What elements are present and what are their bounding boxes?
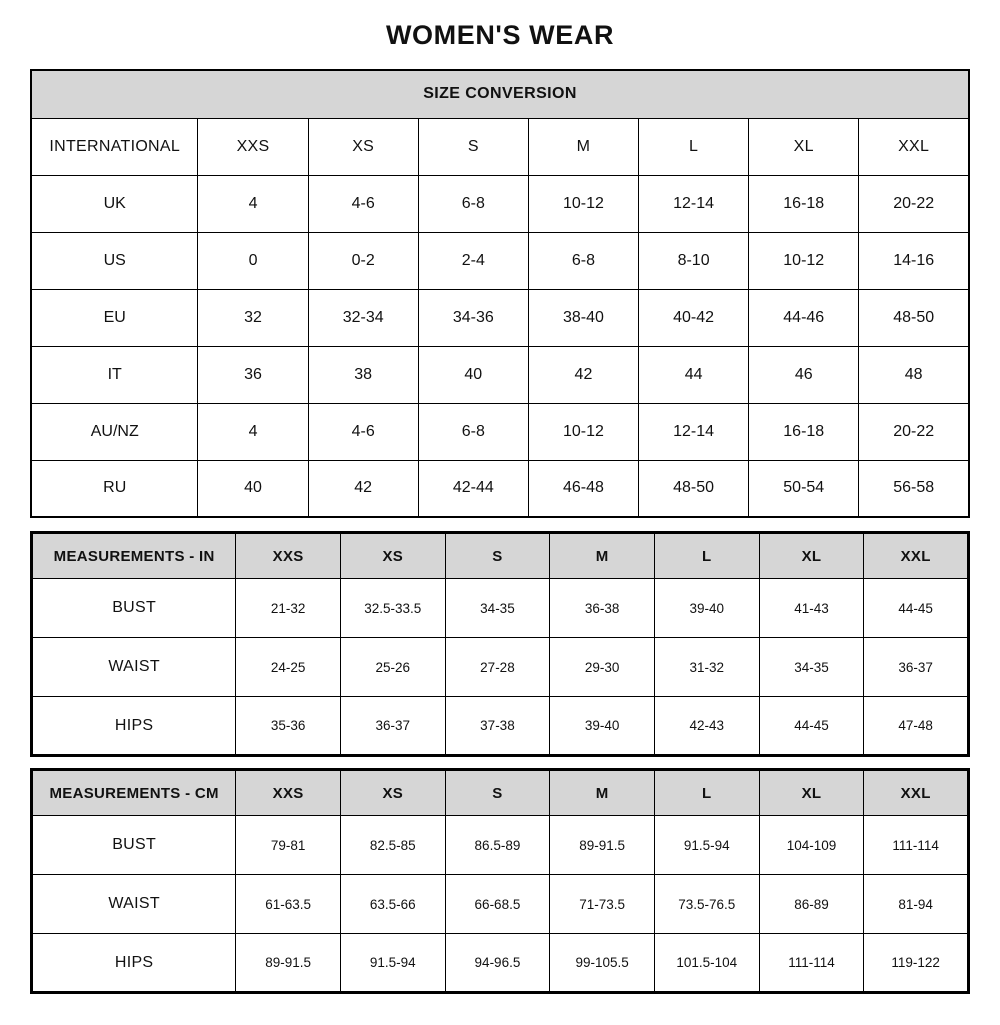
measurement-cell: 35-36 [236, 697, 341, 756]
measurement-cell: 81-94 [864, 875, 969, 934]
measurement-cell: 21-32 [236, 579, 341, 638]
row-label: RU [31, 460, 198, 517]
size-cell: 50-54 [749, 460, 859, 517]
column-header-l: L [654, 770, 759, 816]
measurement-cell: 37-38 [445, 697, 550, 756]
size-cell: 6-8 [528, 232, 638, 289]
measurement-cell: 104-109 [759, 816, 864, 875]
size-cell: 14-16 [859, 232, 969, 289]
table-row-it [31, 346, 969, 403]
measurement-cell: 91.5-94 [340, 934, 445, 993]
size-cell: 12-14 [639, 403, 749, 460]
size-cell: 36 [198, 346, 308, 403]
row-label: HIPS [32, 697, 236, 756]
size-cell: 46 [749, 346, 859, 403]
measurement-cell: 27-28 [445, 638, 550, 697]
measurements-in-table [30, 531, 970, 757]
measurement-cell: 63.5-66 [340, 875, 445, 934]
measurement-cell: 36-38 [550, 579, 655, 638]
measurement-cell: 73.5-76.5 [654, 875, 759, 934]
measurement-cell: 34-35 [445, 579, 550, 638]
measurement-cell: 47-48 [864, 697, 969, 756]
column-header-m: M [528, 118, 638, 175]
table-row-waist-in [32, 638, 969, 697]
measurement-cell: 61-63.5 [236, 875, 341, 934]
measurements-cm-header-row [32, 770, 969, 816]
size-cell: 46-48 [528, 460, 638, 517]
measurements-cm-table [30, 768, 970, 994]
column-header-xs: XS [340, 770, 445, 816]
column-header-s: S [418, 118, 528, 175]
column-header-m: M [550, 533, 655, 579]
table-row-hips-in [32, 697, 969, 756]
column-header-s: S [445, 533, 550, 579]
size-cell: 4 [198, 175, 308, 232]
table-row-uk [31, 175, 969, 232]
size-cell: 16-18 [749, 403, 859, 460]
row-label: BUST [32, 579, 236, 638]
measurement-cell: 111-114 [759, 934, 864, 993]
measurement-cell: 71-73.5 [550, 875, 655, 934]
row-label: WAIST [32, 875, 236, 934]
size-cell: 48-50 [859, 289, 969, 346]
measurement-cell: 39-40 [654, 579, 759, 638]
measurement-cell: 29-30 [550, 638, 655, 697]
size-cell: 4-6 [308, 403, 418, 460]
measurement-cell: 24-25 [236, 638, 341, 697]
table-row-us [31, 232, 969, 289]
measurement-cell: 91.5-94 [654, 816, 759, 875]
measurement-cell: 86-89 [759, 875, 864, 934]
measurement-cell: 89-91.5 [550, 816, 655, 875]
size-cell: 48-50 [639, 460, 749, 517]
size-cell: 44 [639, 346, 749, 403]
measurement-cell: 119-122 [864, 934, 969, 993]
size-cell: 12-14 [639, 175, 749, 232]
measurement-cell: 44-45 [759, 697, 864, 756]
size-conversion-header-row [31, 118, 969, 175]
measurement-cell: 39-40 [550, 697, 655, 756]
row-label: EU [31, 289, 198, 346]
measurement-cell: 44-45 [864, 579, 969, 638]
column-header-xxl: XXL [859, 118, 969, 175]
size-cell: 20-22 [859, 403, 969, 460]
measurement-cell: 99-105.5 [550, 934, 655, 993]
measurement-cell: 86.5-89 [445, 816, 550, 875]
table-row-waist-cm [32, 875, 969, 934]
measurements-cm-title: MEASUREMENTS - CM [32, 770, 236, 816]
size-cell: 10-12 [528, 175, 638, 232]
column-header-xxl: XXL [864, 770, 969, 816]
size-cell: 34-36 [418, 289, 528, 346]
measurement-cell: 94-96.5 [445, 934, 550, 993]
row-label: IT [31, 346, 198, 403]
size-cell: 8-10 [639, 232, 749, 289]
size-cell: 4 [198, 403, 308, 460]
page-title: WOMEN'S WEAR [385, 20, 615, 50]
column-header-m: M [550, 770, 655, 816]
column-header-l: L [654, 533, 759, 579]
column-header-xl: XL [759, 533, 864, 579]
measurement-cell: 66-68.5 [445, 875, 550, 934]
size-cell: 10-12 [528, 403, 638, 460]
size-cell: 42-44 [418, 460, 528, 517]
column-header-s: S [445, 770, 550, 816]
size-cell: 44-46 [749, 289, 859, 346]
size-cell: 6-8 [418, 175, 528, 232]
table-row-aunz [31, 403, 969, 460]
measurement-cell: 41-43 [759, 579, 864, 638]
measurement-cell: 42-43 [654, 697, 759, 756]
measurements-in-title: MEASUREMENTS - IN [32, 533, 236, 579]
size-conversion-table [30, 69, 970, 518]
table-row-hips-cm [32, 934, 969, 993]
size-cell: 32-34 [308, 289, 418, 346]
size-cell: 48 [859, 346, 969, 403]
column-header-xxs: XXS [198, 118, 308, 175]
column-header-xxl: XXL [864, 533, 969, 579]
measurement-cell: 31-32 [654, 638, 759, 697]
size-cell: 38 [308, 346, 418, 403]
row-label: US [31, 232, 198, 289]
column-header-xl: XL [759, 770, 864, 816]
table-row-ru [31, 460, 969, 517]
column-header-xxs: XXS [236, 533, 341, 579]
row-label: HIPS [32, 934, 236, 993]
size-cell: 40 [198, 460, 308, 517]
size-cell: 42 [528, 346, 638, 403]
size-cell: 6-8 [418, 403, 528, 460]
measurement-cell: 79-81 [236, 816, 341, 875]
size-cell: 40-42 [639, 289, 749, 346]
size-cell: 20-22 [859, 175, 969, 232]
measurement-cell: 111-114 [864, 816, 969, 875]
measurement-cell: 36-37 [340, 697, 445, 756]
table-row-bust-in [32, 579, 969, 638]
size-cell: 40 [418, 346, 528, 403]
measurements-in-header-row [32, 533, 969, 579]
size-conversion-banner: SIZE CONVERSION [31, 70, 969, 118]
row-label: UK [31, 175, 198, 232]
size-cell: 4-6 [308, 175, 418, 232]
size-cell: 0-2 [308, 232, 418, 289]
column-header-xs: XS [308, 118, 418, 175]
size-cell: 32 [198, 289, 308, 346]
row-label: WAIST [32, 638, 236, 697]
measurement-cell: 36-37 [864, 638, 969, 697]
size-cell: 56-58 [859, 460, 969, 517]
measurement-cell: 32.5-33.5 [340, 579, 445, 638]
size-cell: 42 [308, 460, 418, 517]
size-cell: 38-40 [528, 289, 638, 346]
size-cell: 2-4 [418, 232, 528, 289]
measurement-cell: 89-91.5 [236, 934, 341, 993]
measurement-cell: 82.5-85 [340, 816, 445, 875]
row-label: AU/NZ [31, 403, 198, 460]
column-header-international: INTERNATIONAL [31, 118, 198, 175]
row-label: BUST [32, 816, 236, 875]
column-header-l: L [639, 118, 749, 175]
column-header-xxs: XXS [236, 770, 341, 816]
table-row-eu [31, 289, 969, 346]
measurement-cell: 25-26 [340, 638, 445, 697]
column-header-xs: XS [340, 533, 445, 579]
size-cell: 10-12 [749, 232, 859, 289]
measurement-cell: 101.5-104 [654, 934, 759, 993]
column-header-xl: XL [749, 118, 859, 175]
measurement-cell: 34-35 [759, 638, 864, 697]
size-conversion-banner-row [31, 70, 969, 118]
size-cell: 0 [198, 232, 308, 289]
size-cell: 16-18 [749, 175, 859, 232]
table-row-bust-cm [32, 816, 969, 875]
